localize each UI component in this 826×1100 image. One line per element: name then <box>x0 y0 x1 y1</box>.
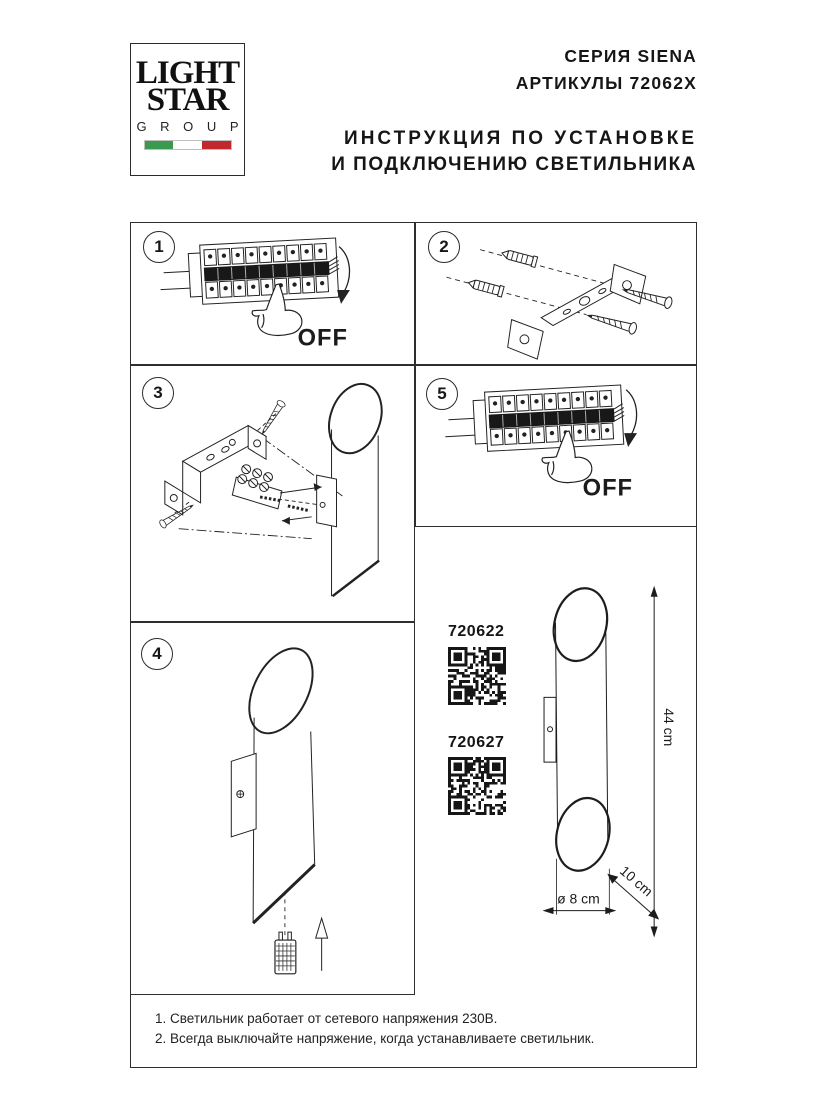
step-number-badge: 2 <box>428 231 460 263</box>
wall-anchor-icon <box>501 248 538 268</box>
italy-flag-icon <box>144 140 232 150</box>
product-code-label: 720622 <box>448 623 505 640</box>
brand-logo <box>130 43 245 176</box>
off-label: OFF <box>297 325 348 352</box>
bulb-insertion-illustration <box>131 623 414 994</box>
brand-name-group: G R O U P <box>136 119 244 135</box>
height-dimension-label: 44 cm <box>661 708 678 747</box>
depth-dimension-label: 10 cm <box>616 862 657 900</box>
series-title: СЕРИЯ SIENA <box>564 46 697 66</box>
wall-anchor-icon <box>467 277 504 297</box>
brand-name-light: LIGHT <box>135 55 240 91</box>
product-code-label: 720627 <box>448 734 505 751</box>
note-line-2: 2. Всегда выключайте напряжение, когда устанавливаете светильник. <box>155 1031 595 1046</box>
step-panel-3 <box>130 365 415 622</box>
flag-red-stripe <box>202 141 231 149</box>
insert-arrow-icon <box>316 918 328 971</box>
step-panel-4 <box>130 622 415 995</box>
step-number-badge: 5 <box>426 378 458 410</box>
step-number-badge: 3 <box>142 377 174 409</box>
articles-title: АРТИКУЛЫ 72062X <box>515 73 697 93</box>
bulb-icon <box>275 932 296 974</box>
off-label: OFF <box>582 475 633 502</box>
step-panel-5 <box>415 365 697 527</box>
wiring-assembly-illustration <box>131 366 414 621</box>
instruction-title-line2: И ПОДКЛЮЧЕНИЮ СВЕТИЛЬНИКА <box>331 154 697 175</box>
step-number-badge: 1 <box>143 231 175 263</box>
step-panel-1 <box>130 222 415 365</box>
step-number-badge: 4 <box>141 638 173 670</box>
fixture-dimensions-illustration <box>415 527 696 1068</box>
screw-icon <box>258 399 286 437</box>
flag-white-stripe <box>173 141 202 149</box>
screw-icon <box>585 309 638 335</box>
notes-section <box>130 995 697 1068</box>
note-line-1: 1. Светильник работает от сетевого напряжения 230В. <box>155 1011 498 1026</box>
step-panel-2 <box>415 222 697 365</box>
instruction-title-line1: ИНСТРУКЦИЯ ПО УСТАНОВКЕ <box>344 128 697 149</box>
flag-green-stripe <box>145 141 174 149</box>
terminal-block-icon <box>232 465 282 509</box>
brand-name-star: STAR <box>146 82 229 119</box>
diameter-dimension-label: ø 8 cm <box>557 890 600 907</box>
circuit-breaker-off-illustration <box>416 366 696 526</box>
product-info-section <box>415 527 697 1068</box>
diameter-dimension-arrow <box>543 907 617 914</box>
